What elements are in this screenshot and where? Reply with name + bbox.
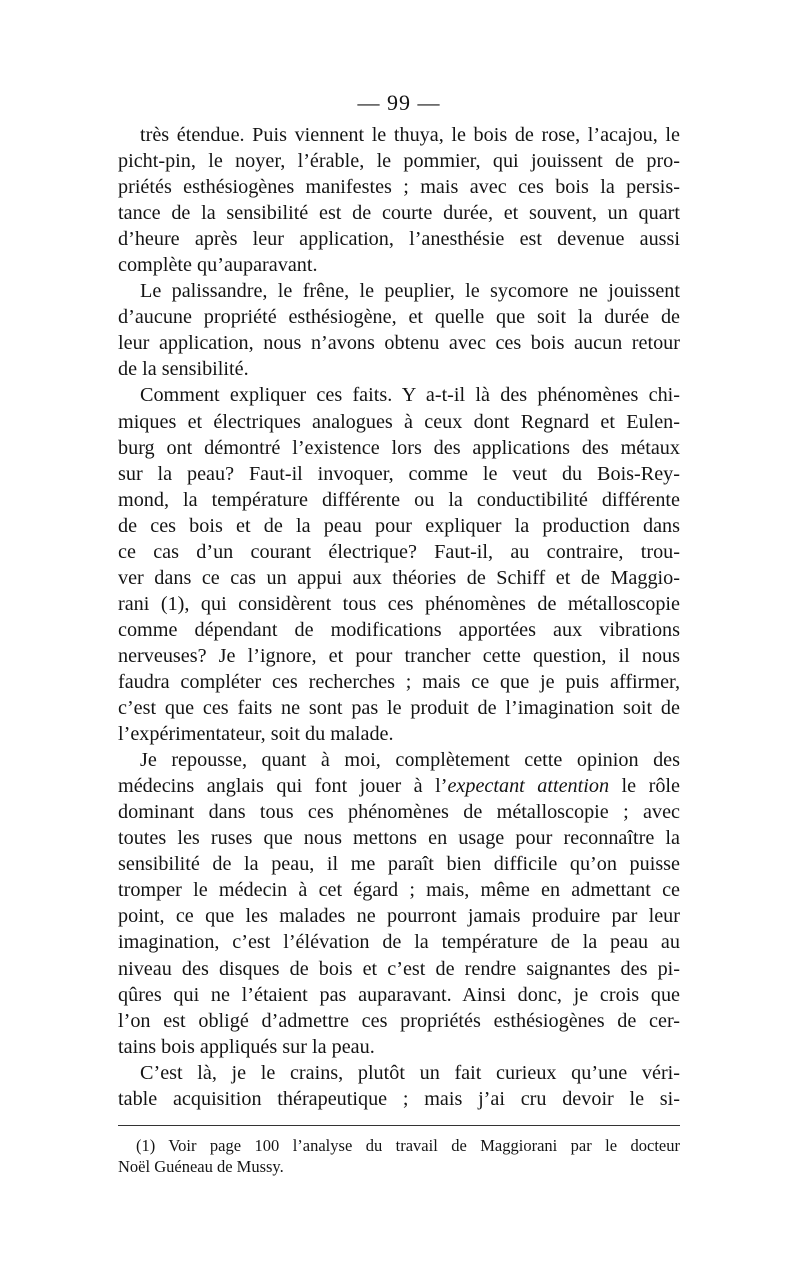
footnote-line: (1) Voir page 100 l’analyse du travail de Maggiorani par le docteur <box>136 1135 680 1155</box>
footnote-separator <box>118 1125 680 1126</box>
text-line: Comment expliquer ces faits. Y a-t-il là des phénomènes chi- <box>140 384 680 407</box>
text-line: l’expérimentateur, soit du malade. <box>118 723 394 746</box>
text-line: d’aucune propriété esthésiogène, et quelle que soit la durée de <box>118 306 680 329</box>
text-line: très étendue. Puis viennent le thuya, le bois de rose, l’acajou, le <box>140 124 680 146</box>
text-line: tains bois appliqués sur la peau. <box>118 1035 375 1058</box>
text-line: complète qu’auparavant. <box>118 254 318 277</box>
text-line: c’est que ces faits ne sont pas le produit de l’imagination soit de <box>118 697 680 720</box>
text-line: de ces bois et de la peau pour expliquer la production dans <box>118 514 680 537</box>
text-line: toutes les ruses que nous mettons en usage pour reconnaître la <box>118 827 680 850</box>
text-line: Je repousse, quant à moi, complètement cette opinion des <box>140 749 680 772</box>
text-line: imagination, c’est l’élévation de la température de la peau au <box>118 931 680 954</box>
text-line: d’heure après leur application, l’anesthésie est devenue aussi <box>118 228 680 251</box>
text-line: tromper le médecin à cet égard ; mais, même en admettant ce <box>118 879 680 902</box>
text-line: dominant dans tous ces phénomènes de métalloscopie ; avec <box>118 801 680 824</box>
text-line: faudra compléter ces recherches ; mais ce que je puis affirmer, <box>118 670 680 693</box>
text-line: priétés esthésiogènes manifestes ; mais avec ces bois la persis- <box>118 176 680 199</box>
paragraph <box>118 747 680 1060</box>
text-line: ce cas d’un courant électrique? Faut-il, au contraire, trou- <box>118 540 680 563</box>
text-line: leur application, nous n’avons obtenu avec ces bois aucun retour <box>118 332 680 355</box>
paragraph <box>118 278 680 382</box>
text-line: burg ont démontré l’existence lors des applications des métaux <box>118 436 680 459</box>
body-text <box>118 122 680 1112</box>
footnote <box>118 1135 680 1177</box>
text-line: l’on est obligé d’admettre ces propriétés esthésiogènes de cer- <box>118 1009 680 1032</box>
text-line: mond, la température différente ou la conductibilité différente <box>118 488 680 511</box>
text-line: C’est là, je le crains, plutôt un fait curieux qu’une véri- <box>140 1061 680 1084</box>
text-line: table acquisition thérapeutique ; mais j’ai cru devoir le si- <box>118 1087 680 1110</box>
paragraph <box>118 1060 680 1112</box>
text-line: ver dans ce cas un appui aux théories de Schiff et de Maggio- <box>118 566 680 589</box>
text-line: comme dépendant de modifications apportées aux vibrations <box>118 618 680 641</box>
page-number: — 99 — <box>357 90 441 115</box>
text-line: qûres qui ne l’étaient pas auparavant. Ainsi donc, je crois que <box>118 983 680 1006</box>
paragraph <box>118 382 680 747</box>
text-line: picht-pin, le noyer, l’érable, le pommier, qui jouissent de pro- <box>118 150 680 173</box>
text-line: niveau des disques de bois et c’est de rendre saignantes des pi- <box>118 957 680 980</box>
text-line: rani (1), qui considèrent tous ces phénomènes de métalloscopie <box>118 592 680 615</box>
book-page <box>118 88 680 1177</box>
text-line: miques et électriques analogues à ceux dont Regnard et Eulen- <box>118 410 680 433</box>
text-line: médecins anglais qui font jouer à l’expectant attention le rôle <box>118 775 680 798</box>
footnote-line: Noël Guéneau de Mussy. <box>118 1156 284 1176</box>
paragraph <box>118 122 680 278</box>
text-line: sur la peau? Faut-il invoquer, comme le veut du Bois-Rey- <box>118 462 680 485</box>
text-line: nerveuses? Je l’ignore, et pour trancher cette question, il nous <box>118 644 680 667</box>
italic-phrase: expectant attention <box>447 775 610 798</box>
text-line: tance de la sensibilité est de courte durée, et souvent, un quart <box>118 202 680 225</box>
text-line: point, ce que les malades ne pourront jamais produire par leur <box>118 905 680 928</box>
text-line: Le palissandre, le frêne, le peuplier, le sycomore ne jouissent <box>140 280 680 303</box>
text-line: de la sensibilité. <box>118 358 249 381</box>
text-line: sensibilité de la peau, il me paraît bien difficile qu’on puisse <box>118 853 680 876</box>
